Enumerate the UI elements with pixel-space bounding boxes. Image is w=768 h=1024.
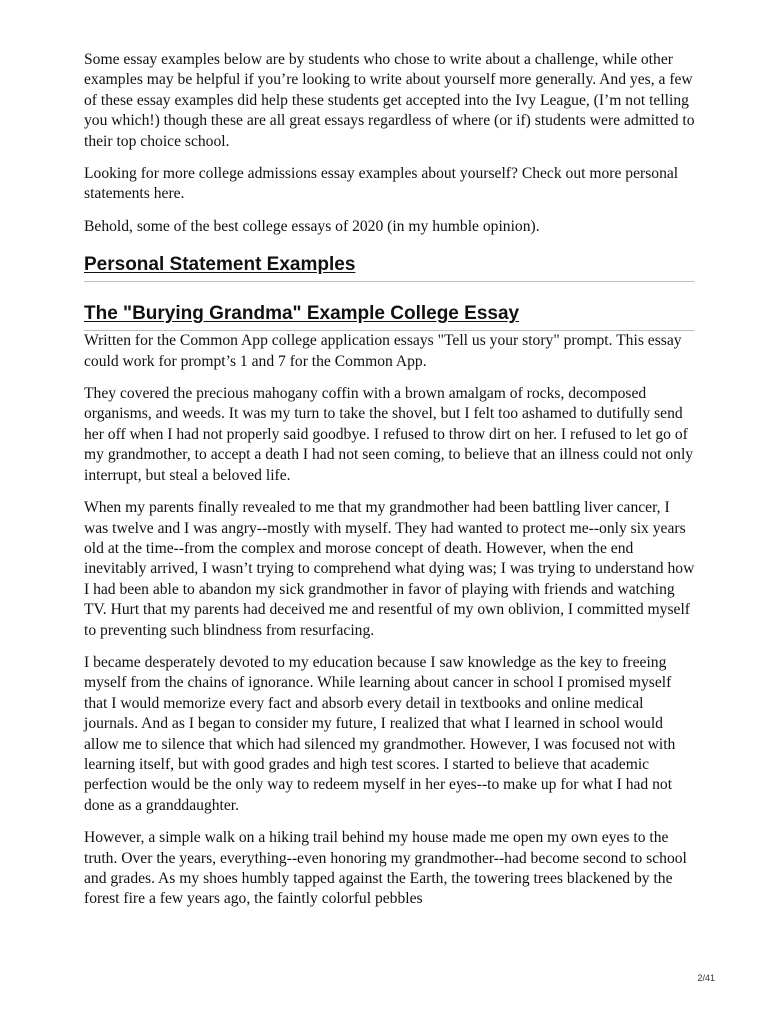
essay-paragraph-2: When my parents finally revealed to me that my grandmother had been battling liver cancer, I was twelve and I was angry--mostly with myself. They had wanted to protect me--only six years old at the time--from the complex and morose concept of death. However, when the end inevitably arrived, I wasn’t trying to comprehend what dying was; I was trying to understand how I had been able to abandon my sick grandmother in favor of playing with friends and watching TV. Hurt that my parents had deceived me and resentful of my own oblivion, I committed myself to preventing such blindness from resurfacing. bbox=[84, 499, 695, 639]
essay-description: Written for the Common App college application essays "Tell us your story" prompt. This essay could work for prompt’s 1 and 7 for the Common App. bbox=[84, 332, 682, 370]
intro-paragraph-2: Looking for more college admissions essay examples about yourself? Check out more personal statements here. bbox=[84, 165, 679, 203]
intro-paragraph-1: Some essay examples below are by students who chose to write about a challenge, while other examples may be helpful if you’re looking to write about yourself more generally. And yes, a few of these essay examples did help these students get accepted into the Ivy League, (I’m not telling you which!) though these are all great essays regardless of where (or if) students were admitted to their top choice school. bbox=[84, 51, 695, 150]
essay-paragraph-1: They covered the precious mahogany coffin with a brown amalgam of rocks, decomposed organisms, and weeds. It was my turn to take the shovel, but I felt too ashamed to dutifully send her off when I had not properly said goodbye. I refused to throw dirt on her. I refused to let go of my grandmother, to accept a death I had not seen coming, to believe that an illness could not only interrupt, but steal a beloved life. bbox=[84, 385, 694, 484]
intro-paragraph-3: Behold, some of the best college essays of 2020 (in my humble opinion). bbox=[84, 217, 540, 235]
essay-paragraph-4: However, a simple walk on a hiking trail behind my house made me open my own eyes to the truth. Over the years, everything--even honoring my grandmother--had become second to school and grades. As my shoes humbly tapped against the Earth, the towering trees blackened by the forest fire a few years ago, the faintly colorful pebbles bbox=[84, 829, 687, 908]
essay-paragraph-3: I became desperately devoted to my education because I saw knowledge as the key to freeing myself from the chains of ignorance. While learning about cancer in school I promised myself that I would memorize every fact and absorb every detail in textbooks and online medical journals. And as I began to consider my future, I realized that what I learned in school would allow me to silence that which had silenced my grandmother. However, I was focused not with learning itself, but with good grades and high test scores. I started to believe that academic perfection would be the only way to redeem myself in her eyes--to make up for what I had not done as a granddaughter. bbox=[84, 653, 676, 814]
essay-title: The "Burying Grandma" Example College Essay bbox=[84, 303, 520, 325]
section-divider bbox=[84, 281, 694, 282]
page-number: 2/41 bbox=[697, 973, 715, 983]
section-heading-personal-statements: Personal Statement Examples bbox=[84, 254, 356, 276]
document-page bbox=[84, 50, 696, 922]
